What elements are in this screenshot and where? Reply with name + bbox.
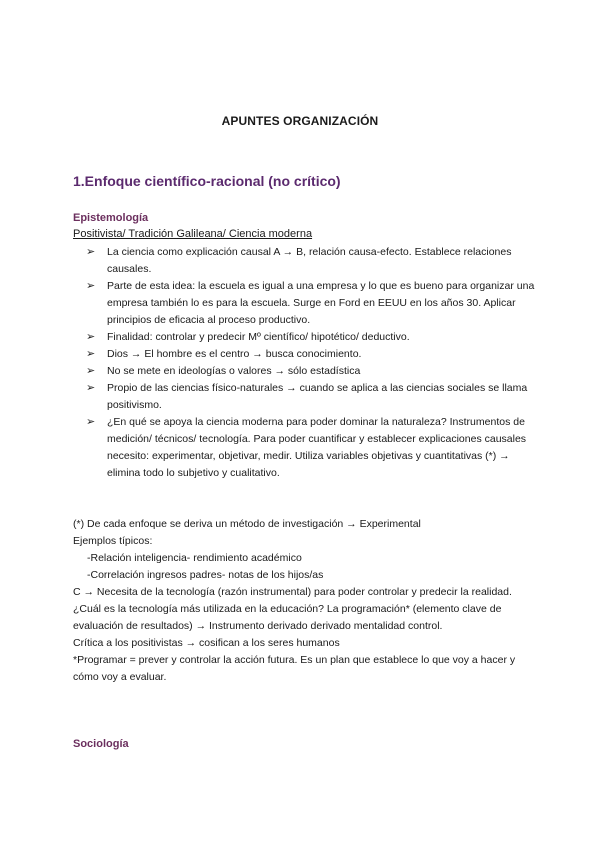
bullet-text: Finalidad: controlar y predecir Mº científico/ hipotético/ deductivo.: [107, 331, 410, 343]
heading-sociologia: Sociología: [73, 738, 129, 750]
arrow-bullet-icon: ➢: [86, 331, 96, 343]
bullet-text: No se mete en ideologías o valores → sólo estadística: [107, 365, 361, 377]
list-item: [86, 244, 536, 278]
note-line: Crítica a los positivistas → cosifican a los seres humanos: [73, 637, 340, 649]
list-item: [86, 346, 536, 363]
notes-block: [73, 516, 543, 686]
note-line: -Correlación ingresos padres- notas de los hijos/as: [87, 569, 324, 581]
list-item: [86, 380, 536, 414]
arrow-bullet-icon: ➢: [86, 382, 96, 394]
arrow-bullet-icon: ➢: [86, 416, 96, 428]
note-line: C → Necesita de la tecnología (razón instrumental) para poder controlar y predecir la realidad.: [73, 586, 512, 598]
section-heading-enfoque: 1.Enfoque científico-racional (no crítico): [73, 173, 341, 189]
note-line: Ejemplos típicos:: [73, 535, 153, 547]
document-title: APUNTES ORGANIZACIÓN: [221, 114, 379, 128]
list-item: [86, 363, 536, 380]
note-line: (*) De cada enfoque se deriva un método de investigación → Experimental: [73, 518, 421, 530]
heading-epistemologia: Epistemología: [73, 212, 149, 224]
bullet-text: ¿En qué se apoya la ciencia moderna para poder dominar la naturaleza? Instrumentos de medición/ técnicos/ tecnología. Para poder cuantificar y establecer explicaciones causales necesito: experimentar, objetivar, medir. Utiliza variables objetivas y cuantitativas (*) → elimina todo lo subjetivo y cualitativo.: [107, 416, 527, 479]
bullet-text: Parte de esta idea: la escuela es igual a una empresa y lo que es bueno para organizar una empresa también lo es para la escuela. Surge en Ford en EEUU en los años 30. Aplicar principios de eficacia al proceso productivo.: [107, 280, 535, 326]
arrow-bullet-icon: ➢: [86, 348, 96, 360]
epistemologia-bullet-list: [86, 244, 536, 482]
bullet-text: Propio de las ciencias físico-naturales → cuando se aplica a las ciencias sociales se llama positivismo.: [107, 382, 528, 411]
list-item: [86, 414, 536, 482]
bullet-text: Dios → El hombre es el centro → busca conocimiento.: [107, 348, 362, 360]
note-line: -Relación inteligencia- rendimiento académico: [87, 552, 302, 564]
list-item: [86, 329, 536, 346]
arrow-bullet-icon: ➢: [86, 365, 96, 377]
arrow-bullet-icon: ➢: [86, 280, 96, 292]
arrow-bullet-icon: ➢: [86, 246, 96, 258]
subheading-positivista: Positivista/ Tradición Galileana/ Ciencia moderna: [73, 228, 313, 240]
bullet-text: La ciencia como explicación causal A → B, relación causa-efecto. Establece relaciones causales.: [107, 246, 512, 275]
note-line: ¿Cuál es la tecnología más utilizada en la educación? La programación* (elemento clave de evaluación de resultados) → Instrumento derivado derivado mentalidad control.: [73, 603, 502, 632]
note-line: *Programar = prever y controlar la acción futura. Es un plan que establece lo que voy a hacer y cómo voy a evaluar.: [73, 654, 516, 683]
list-item: [86, 278, 536, 329]
